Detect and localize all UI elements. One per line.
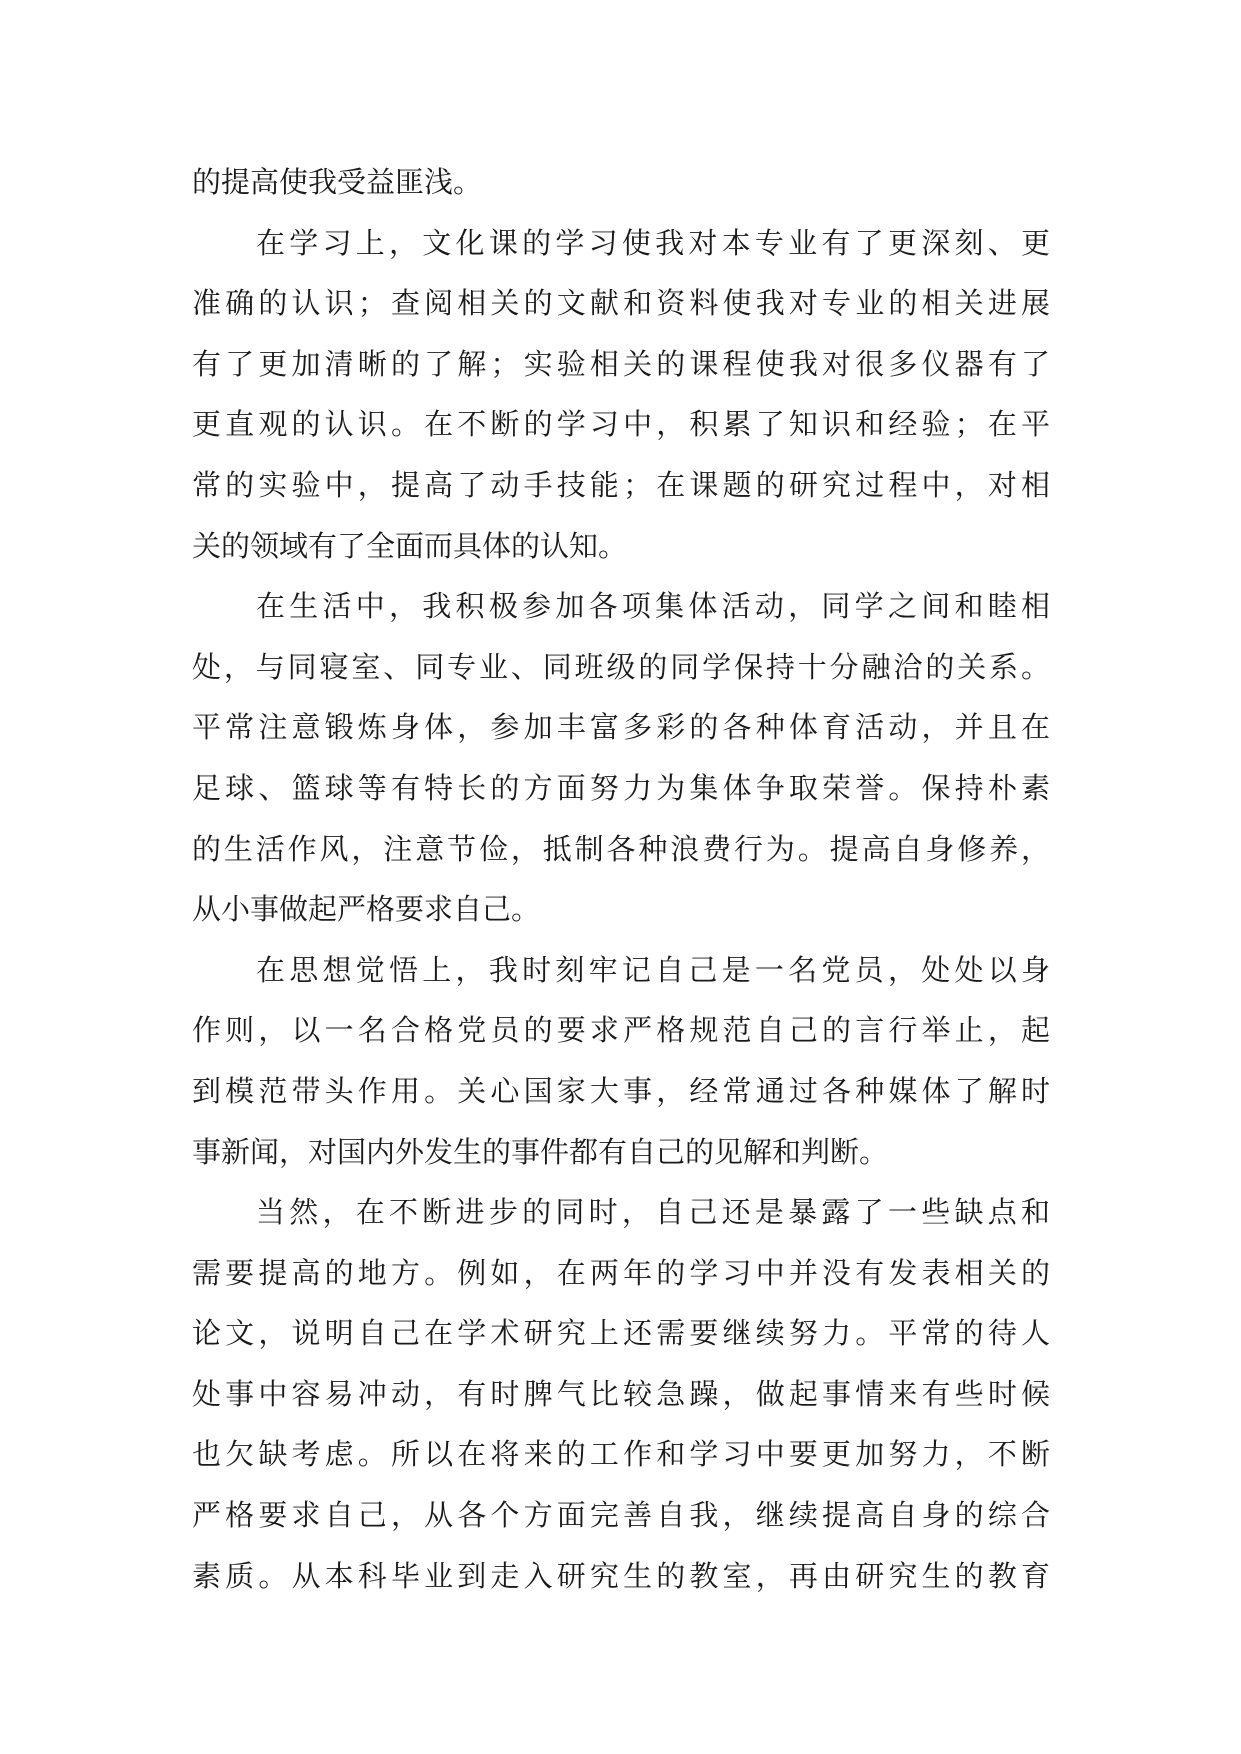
paragraph-first-line: 在学习上，文化课的学习使我对本专业有了更深刻、更	[256, 225, 1050, 260]
text-line: 严格要求自己，从各个方面完善自我，继续提高自身的综合	[192, 1498, 1050, 1533]
text-line: 有了更加清晰的了解；实验相关的课程使我对很多仪器有了	[192, 346, 1050, 381]
text-line: 足球、篮球等有特长的方面努力为集体争取荣誉。保持朴素	[192, 770, 1050, 805]
text-line: 处事中容易冲动，有时脾气比较急躁，做起事情来有些时候	[192, 1376, 1050, 1411]
text-line: 常的实验中，提高了动手技能；在课题的研究过程中，对相	[192, 467, 1050, 502]
text-line: 作则，以一名合格党员的要求严格规范自己的言行举止，起	[192, 1013, 1050, 1048]
text-line: 更直观的认识。在不断的学习中，积累了知识和经验；在平	[192, 407, 1050, 442]
text-line: 到模范带头作用。关心国家大事，经常通过各种媒体了解时	[192, 1073, 1050, 1108]
paragraph-first-line: 在思想觉悟上，我时刻牢记自己是一名党员，处处以身	[256, 952, 1050, 987]
text-line: 需要提高的地方。例如，在两年的学习中并没有发表相关的	[192, 1255, 1050, 1290]
text-line: 关的领域有了全面而具体的认知。	[192, 528, 628, 563]
text-line: 处，与同寝室、同专业、同班级的同学保持十分融洽的关系。	[192, 649, 1050, 684]
paragraph-first-line: 在生活中，我积极参加各项集体活动，同学之间和睦相	[256, 589, 1050, 624]
text-line: 平常注意锻炼身体，参加丰富多彩的各种体育活动，并且在	[192, 710, 1050, 745]
paragraph-first-line: 当然，在不断进步的同时，自己还是暴露了一些缺点和	[256, 1195, 1050, 1230]
text-line: 的提高使我受益匪浅。	[192, 165, 483, 199]
text-line: 论文，说明自己在学术研究上还需要继续努力。平常的待人	[192, 1316, 1050, 1351]
text-line: 准确的认识；查阅相关的文献和资料使我对专业的相关进展	[192, 286, 1050, 321]
text-line: 素质。从本科毕业到走入研究生的教室，再由研究生的教育	[192, 1558, 1050, 1593]
text-line: 也欠缺考虑。所以在将来的工作和学习中要更加努力，不断	[192, 1437, 1050, 1472]
text-line: 的生活作风，注意节俭，抵制各种浪费行为。提高自身修养，	[192, 831, 1050, 866]
text-line: 事新闻，对国内外发生的事件都有自己的见解和判断。	[192, 1134, 889, 1169]
text-line: 从小事做起严格要求自己。	[192, 892, 541, 927]
document-body	[192, 152, 1050, 1606]
